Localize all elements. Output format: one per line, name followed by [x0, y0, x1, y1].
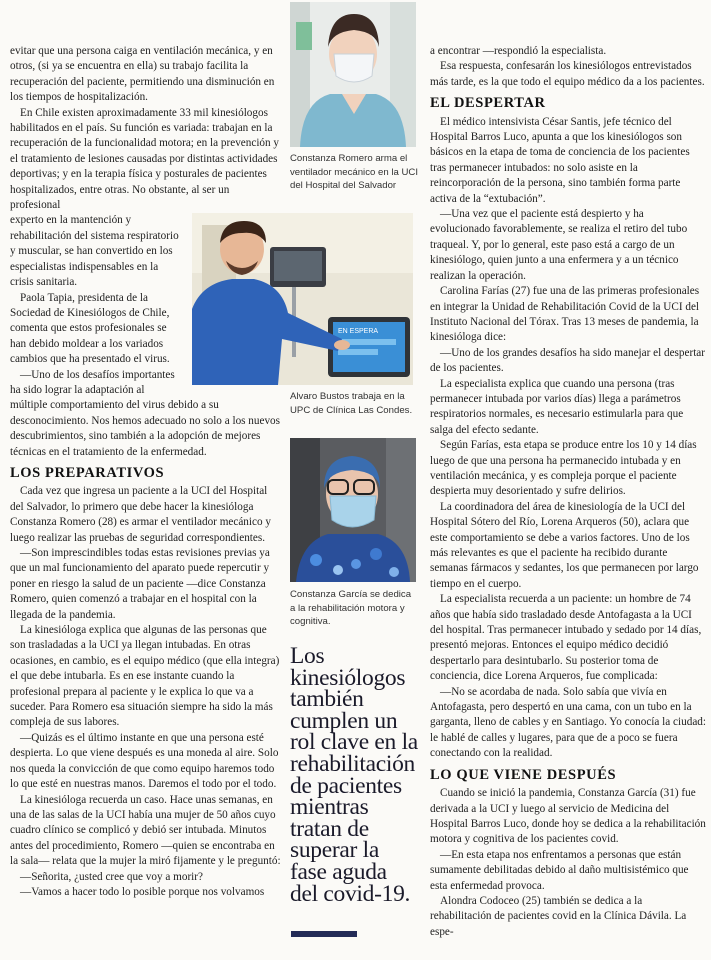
paragraph: En Chile existen aproximadamente 33 mil kinesiólogos habilitados en el país. Su función es variada: trabajan en la recuperación de la funcionalidad motora; en la prevención y el tratamiento de lesiones causadas por distintas actividades deportivas; y en la terapia física y posturales de pacientes hospitalizados, entre otras. No obstante, al ser un profesional — [10, 106, 280, 212]
article-column-right — [430, 44, 706, 940]
pull-quote-rule — [291, 931, 357, 937]
caption-photo-2: Alvaro Bustos trabaja en la UPC de Clínica Las Condes. — [290, 391, 413, 416]
paragraph: —Una vez que el paciente está despierto y ha evolucionado favorablemente, se realiza el retiro del tubo traqueal. Y, por lo general, este paso está a cargo de un kinesiólogo, quien junto a una enfermera y a un técnico realizan la operación. — [430, 208, 688, 282]
paragraph: —Uno de los desafíos importantes ha sido lograr la adaptación al — [10, 368, 175, 396]
paragraph: La kinesióloga explica que algunas de las personas que son trasladadas a la UCI ya llegan intubadas. En otras ocasiones, en cambio, es el equipo médico (que ella integra) el que debe intubarla. Es en ese instante cuando la profesional prepara al paciente y le explica lo que va a suceder. Para Romero esa situación siempre ha sido la más compleja de sus labores. — [10, 624, 280, 729]
paragraph: —Quizás es el último instante en que una persona esté despierta. Lo que viene después es una moneda al aire. Solo nos queda la convicción de que como equipo haremos todo lo que esté en nuestras manos. Daremos el todo por el todo. — [10, 731, 279, 791]
photo-constanza-romero — [290, 2, 416, 147]
paragraph: Paola Tapia, presidenta de la Sociedad de Kinesiólogos de Chile, comenta que estos profesionales se han debido moldear a los variados cambios que ha presentado el virus. — [10, 291, 170, 366]
paragraph: múltiple comportamiento del virus debido a su desconocimiento. Nos hemos adecuado no solo a los nuevos descubrimientos, sino también a la adopción de mejores técnicas en el tratamiento de la enfermedad. — [10, 399, 281, 458]
narrow-text-block — [10, 213, 180, 398]
paragraph: —Vamos a hacer todo lo posible porque nos volvamos — [20, 885, 265, 898]
paragraph: Según Farías, esta etapa se produce entre los 10 y 14 días luego de que una persona ha permanecido intubada y en ventilación mecánica, y es compleja porque el paciente despierta muy desorientado y sufre delirios. — [430, 439, 697, 498]
paragraph: La especialista explica que cuando una persona (tras permanecer intubada por varios días) llega a parámetros respiratorios normales, es necesario estimularla para que salga del efecto sedante. — [430, 377, 684, 436]
paragraph: La especialista recuerda a un paciente: un hombre de 74 años que había sido trasladado desde Antofagasta a la UCI del hospital. Tras permanecer intubado y sedado por 14 días, presentó mejoras. Entonces el equipo médico decidió despertarlo para desintubarlo. Su posterior toma de conciencia, dice Lorena Arqueros, fue complicada: — [430, 593, 702, 683]
paragraph: Cuando se inició la pandemia, Constanza García (31) fue derivada a la UCI y luego al servicio de Medicina del Hospital Barros Luco, donde hoy se dedica a la rehabilitación motora y cognitiva de los pacientes covid. — [430, 787, 706, 846]
paragraph: —En esta etapa nos enfrentamos a personas que están sumamente debilitadas debido al daño multisistémico que esta enfermedad provoca. — [430, 848, 689, 892]
paragraph: Alondra Codoceo (25) también se dedica a la rehabilitación de pacientes covid en la Clínica Dávila. La espe- — [430, 894, 687, 938]
photo-alvaro-bustos — [192, 213, 413, 385]
paragraph: La coordinadora del área de kinesiología de la UCI del Hospital Sótero del Río, Lorena Arqueros (50), aclara que este comportamiento se debe a varios factores. Uno de los más relevantes es que el paciente ha recibido durante semanas fármacos y sedantes, los que permanecen por largo tiempo en el cuerpo. — [430, 500, 699, 590]
photo-constanza-garcia-illustration — [290, 438, 416, 582]
paragraph: Carolina Farías (27) fue una de las primeras profesionales en integrar la Unidad de Rehabilitación Covid de la UCI del Instituto Nacional del Tórax. Tras 13 meses de pandemia, la kinesióloga dice: — [430, 285, 700, 344]
paragraph: —Señorita, ¿usted cree que voy a morir? — [20, 870, 203, 883]
paragraph: evitar que una persona caiga en ventilación mecánica, y en otros, (si ya se encuentra en ella) su trabajo facilita la recuperación del paciente, permitiendo una disminución en los tiempos de hospitalización. — [10, 45, 275, 104]
paragraph: Cada vez que ingresa un paciente a la UCI del Hospital del Salvador, lo primero que debe hacer la kinesióloga Constanza Romero (28) es armar el ventilador mecánico y luego realizar las pruebas de seguridad correspondientes. — [10, 485, 271, 544]
paragraph: —Son imprescindibles todas estas revisiones previas ya que un mal funcionamiento del aparato puede repercutir y poner en riesgo la salud de un paciente —dice Constanza Romero, quien comenzó a trabajar en el hospital con la llegada de la pandemia. — [10, 547, 270, 621]
paragraph: a encontrar —respondió la especialista. — [430, 45, 607, 57]
paragraph: —Uno de los grandes desafíos ha sido manejar el despertar de los pacientes. — [430, 346, 705, 375]
photo-constanza-garcia — [290, 438, 416, 582]
paragraph: experto en la mantención y rehabilitación del sistema respiratorio y muscular, se han convertido en los especialistas indispensables en la crisis sanitaria. — [10, 214, 179, 289]
section-heading-lo-que-viene-despues: LO QUE VIENE DESPUÉS — [430, 766, 617, 783]
article-column-left — [10, 44, 282, 900]
pull-quote: Los kinesiólogos también cumplen un rol clave en la rehabilitación de pacientes mientras tratan de superar la fase aguda del covid-19. — [290, 643, 418, 907]
paragraph: Esa respuesta, confesarán los kinesiólogos entrevistados más tarde, es la que todo el equipo médico da a los pacientes. — [430, 60, 705, 88]
paragraph: —No se acordaba de nada. Solo sabía que vivía en Antofagasta, pero despertó en una cama, con un tubo en la garganta, lleno de cables y en Santiago. Yo conocía la ciudad: le hablé de calles y lugares, para que de a poco se fuera conectando con la realidad. — [430, 685, 706, 760]
caption-photo-3: Constanza García se dedica a la rehabilitación motora y cognitiva. — [290, 589, 412, 628]
section-heading-el-despertar: EL DESPERTAR — [430, 95, 546, 112]
photo-constanza-romero-illustration — [290, 2, 416, 147]
paragraph: El médico intensivista César Santis, jefe técnico del Hospital Barros Luco, apunta a que los kinesiólogos son básicos en la etapa de toma de conciencia de los pacientes tras permanecer intubados: no solo asiste en la reincorporación de la persona, sino también forma parte activa de la “extubación”. — [430, 115, 690, 205]
monitor-screen-label: EN ESPERA — [338, 328, 379, 335]
paragraph: La kinesióloga recuerda un caso. Hace unas semanas, en una de las salas de la UCI había una mujer de 50 años cuyo cuadro clínico se complicó y debió ser intubada. Minutos antes del procedimiento, Romero —quien se encontraba en la sala— relata que la mujer la miró fijamente y le preguntó: — [10, 793, 281, 868]
caption-photo-1: Constanza Romero arma el ventilador mecánico en la UCI del Hospital del Salvador — [290, 153, 418, 192]
section-heading-los-preparativos: LOS PREPARATIVOS — [10, 464, 165, 481]
photo-alvaro-bustos-illustration — [192, 213, 413, 385]
